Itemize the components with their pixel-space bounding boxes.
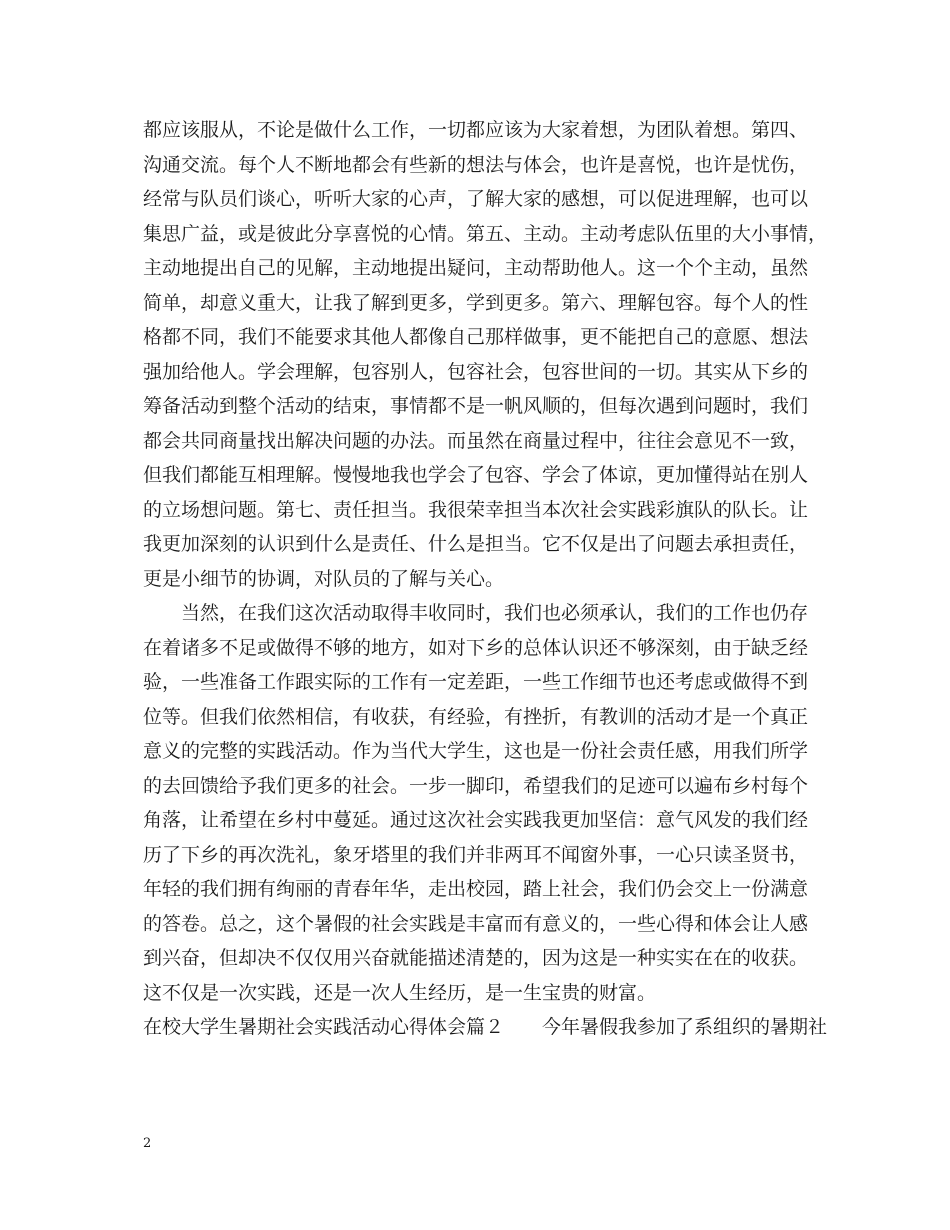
text-line: 格都不同，我们不能要求其他人都像自己那样做事，更不能把自己的意愿、想法 <box>143 326 809 348</box>
text-line: 更是小细节的协调，对队员的了解与关心。 <box>143 567 505 590</box>
body-text <box>143 113 828 1045</box>
text-line: 我更加深刻的认识到什么是责任、什么是担当。它不仅是出了问题去承担责任， <box>143 533 809 555</box>
text-line: 但我们都能互相理解。慢慢地我也学会了包容、学会了体谅，更加懂得站在别人 <box>143 464 809 486</box>
text-line: 年轻的我们拥有绚丽的青春年华，走出校园，踏上社会，我们仍会交上一份满意 <box>143 878 809 900</box>
page-number: 2 <box>143 1136 152 1151</box>
text-line: 沟通交流。每个人不断地都会有些新的想法与体会，也许是喜悦，也许是忧伤， <box>143 153 809 176</box>
text-line: 验，一些准备工作跟实际的工作有一定差距，一些工作细节也还考虑或做得不到 <box>143 671 809 693</box>
text-line: 简单，却意义重大，让我了解到更多，学到更多。第六、理解包容。每个人的性 <box>143 291 809 314</box>
text-line: 筹备活动到整个活动的结束，事情都不是一帆风顺的，但每次遇到问题时，我们 <box>143 395 809 417</box>
text-line: 到兴奋，但却决不仅仅用兴奋就能描述清楚的，因为这是一种实实在在的收获。 <box>143 947 809 969</box>
text-line: 在着诸多不足或做得不够的地方，如对下乡的总体认识还不够深刻，由于缺乏经 <box>143 636 809 659</box>
text-line: 都会共同商量找出解决问题的办法。而虽然在商量过程中，往往会意见不一致， <box>143 429 809 452</box>
text-line: 位等。但我们依然相信，有收获，有经验，有挫折，有教训的活动才是一个真正 <box>143 705 809 728</box>
text-line: 强加给他人。学会理解，包容别人，包容社会，包容世间的一切。其实从下乡的 <box>143 360 809 383</box>
text-line: 意义的完整的实践活动。作为当代大学生，这也是一份社会责任感，用我们所学 <box>143 740 809 762</box>
text-line: 都应该服从，不论是做什么工作，一切都应该为大家着想，为团队着想。第四、 <box>143 119 809 141</box>
text-line: 历了下乡的再次洗礼，象牙塔里的我们并非两耳不闻窗外事，一心只读圣贤书， <box>143 843 809 866</box>
text-line: 的答卷。总之，这个暑假的社会实践是丰富而有意义的，一些心得和体会让人感 <box>143 912 809 935</box>
text-line: 的立场想问题。第七、责任担当。我很荣幸担当本次社会实践彩旗队的队长。让 <box>143 498 809 521</box>
section-heading-line: 在校大学生暑期社会实践活动心得体会篇２ 今年暑假我参加了系组织的暑期社 <box>143 1016 828 1038</box>
text-line: 经常与队员们谈心，听听大家的心声，了解大家的感想，可以促进理解，也可以 <box>143 188 809 210</box>
text-line: 集思广益，或是彼此分享喜悦的心情。第五、主动。主动考虑队伍里的大小事情， <box>143 222 828 245</box>
text-line: 角落，让希望在乡村中蔓延。通过这次社会实践我更加坚信：意气风发的我们经 <box>143 809 809 831</box>
text-line: 这不仅是一次实践，还是一次人生经历，是一生宝贵的财富。 <box>143 981 657 1004</box>
text-line: 的去回馈给予我们更多的社会。一步一脚印，希望我们的足迹可以遍布乡村每个 <box>143 774 809 797</box>
paragraph-start-line: 当然，在我们这次活动取得丰收同时，我们也必须承认，我们的工作也仍存 <box>181 602 809 624</box>
text-line: 主动地提出自己的见解，主动地提出疑问，主动帮助他人。这一个个主动，虽然 <box>143 257 809 279</box>
